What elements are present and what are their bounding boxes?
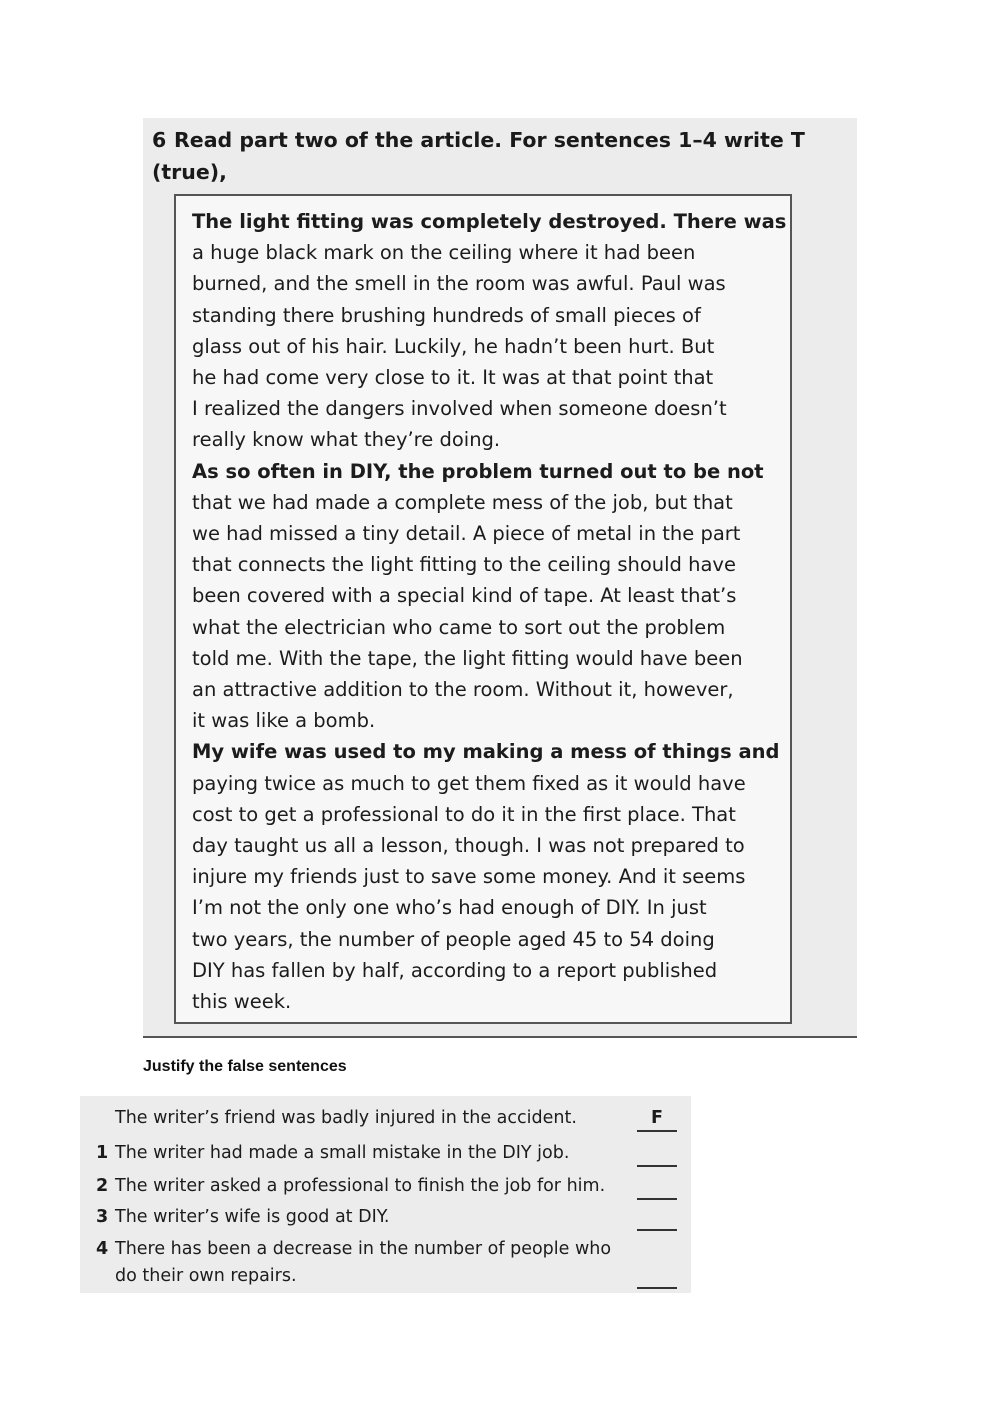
article-line: it was like a bomb. <box>192 709 376 733</box>
article-line: that connects the light fitting to the ceiling should have <box>192 553 736 577</box>
article-line: been covered with a special kind of tape. At least that’s <box>192 584 737 608</box>
question-number: 1 <box>96 1143 109 1163</box>
answer-blank[interactable] <box>637 1207 677 1231</box>
question-text: The writer had made a small mistake in the DIY job. <box>115 1143 570 1163</box>
article-line: The light fitting was completely destroyed. There was <box>192 210 787 233</box>
article-line: two years, the number of people aged 45 to 54 doing <box>192 927 715 951</box>
article-line: burned, and the smell in the room was awful. Paul was <box>192 272 726 296</box>
question-row <box>80 1207 691 1233</box>
article-line: we had missed a tiny detail. A piece of metal in the part <box>192 522 741 546</box>
question-text: There has been a decrease in the number of people who <box>115 1239 612 1259</box>
answer-blank[interactable] <box>637 1176 677 1200</box>
question-row <box>80 1108 691 1134</box>
article-line: As so often in DIY, the problem turned out to be not <box>192 459 764 483</box>
article-line: what the electrician who came to sort out the problem <box>192 615 726 639</box>
article-line: this week. <box>192 990 292 1014</box>
article-line: he had come very close to it. It was at that point that <box>192 366 714 390</box>
answer-blank[interactable] <box>637 1143 677 1167</box>
question-row <box>80 1239 691 1289</box>
answer-blank[interactable]: F <box>637 1108 677 1132</box>
answer-blank[interactable] <box>637 1265 677 1289</box>
question-text: The writer’s wife is good at DIY. <box>115 1207 390 1227</box>
article-line: that we had made a complete mess of the job, but that <box>192 490 733 514</box>
article-line: DIY has fallen by half, according to a report published <box>192 958 718 982</box>
question-text: The writer asked a professional to finish the job for him. <box>115 1176 606 1196</box>
question-row <box>80 1176 691 1202</box>
question-number: 4 <box>96 1239 109 1259</box>
article-line: told me. With the tape, the light fitting would have been <box>192 646 743 670</box>
article-line: I realized the dangers involved when someone doesn’t <box>192 397 727 421</box>
article-text <box>192 206 792 1017</box>
article-line: paying twice as much to get them fixed as it would have <box>192 771 746 795</box>
article-line: I’m not the only one who’s had enough of DIY. In just <box>192 896 707 920</box>
question-text-continued: do their own repairs. <box>115 1266 297 1286</box>
article-line: a huge black mark on the ceiling where it had been <box>192 241 696 265</box>
justify-heading: Justify the false sentences <box>143 1058 347 1075</box>
question-text: The writer’s friend was badly injured in the accident. <box>115 1108 577 1128</box>
questions-panel <box>80 1096 691 1293</box>
article-line: cost to get a professional to do it in the first place. That <box>192 802 736 826</box>
article-line: standing there brushing hundreds of small pieces of <box>192 303 701 327</box>
article-line: glass out of his hair. Luckily, he hadn’t been hurt. But <box>192 334 715 358</box>
question-row <box>80 1143 691 1169</box>
instruction-line-1: Read part two of the article. For sentences 1–4 write T (true), <box>152 128 805 184</box>
article-line: day taught us all a lesson, though. I was not prepared to <box>192 834 745 858</box>
question-number: 3 <box>96 1207 109 1227</box>
question-number: 2 <box>96 1176 109 1196</box>
article-line: really know what they’re doing. <box>192 428 501 452</box>
article-line: an attractive addition to the room. Without it, however, <box>192 678 734 702</box>
article-line: My wife was used to my making a mess of things and <box>192 740 780 764</box>
article-line: injure my friends just to save some money. And it seems <box>192 865 746 889</box>
exercise-number: 6 <box>152 128 167 152</box>
